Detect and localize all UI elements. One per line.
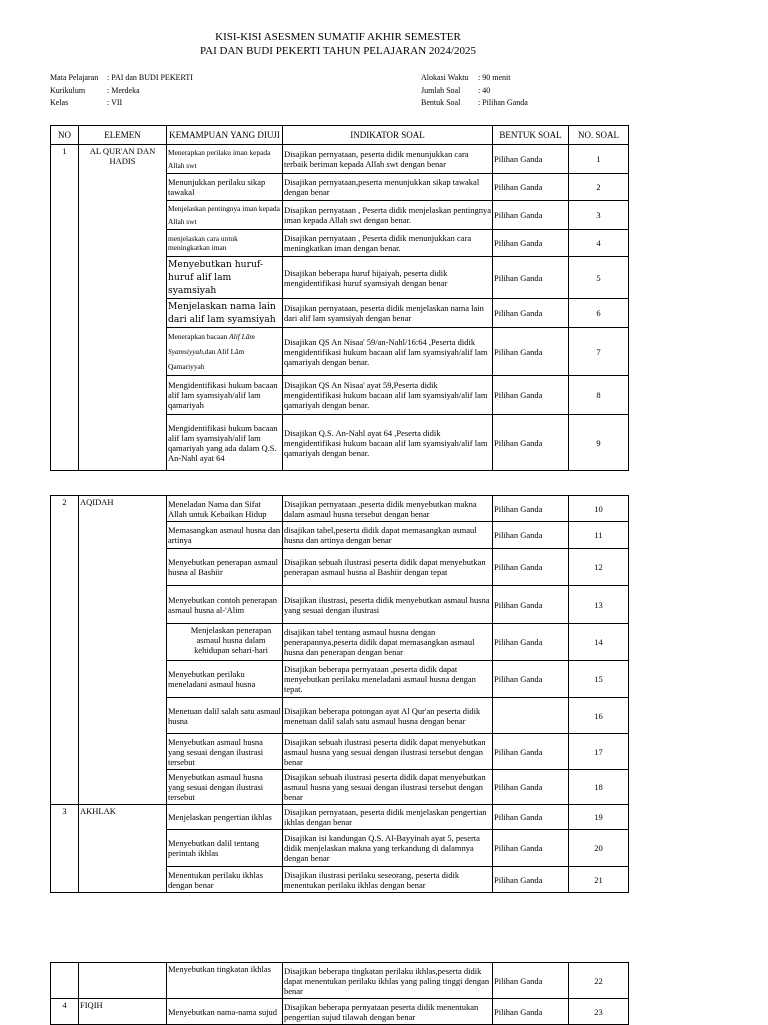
section-elemen: FIQIH [79, 999, 167, 1025]
bentuk-cell: Pilihan Ganda [493, 999, 569, 1025]
no-soal-cell: 22 [569, 963, 629, 999]
indikator-cell: Disajikan pernyataan,peserta menunjukkan sikap tawakal dengan benar [283, 174, 493, 201]
kemampuan-cell: Menyebutkan dalil tentang perintah ikhlas [167, 830, 283, 867]
kemampuan-cell: Menunjukkan perilaku sikap tawakal [167, 174, 283, 201]
document-subtitle: PAI DAN BUDI PEKERTI TAHUN PELAJARAN 2024/2025 [200, 45, 476, 57]
indikator-cell: disajikan tabel,peserta didik dapat memasangkan asmaul husna dan artinya dengan benar [283, 522, 493, 549]
no-soal-cell: 7 [569, 328, 629, 376]
bentuk-cell: Pilihan Ganda [493, 376, 569, 415]
bentuk-cell: Pilihan Ganda [493, 770, 569, 805]
kemampuan-cell: Menyebutkan penerapan asmaul husna al Bashiir [167, 549, 283, 586]
indikator-cell: Disajikan pernyataan ,peserta didik menyebutkan makna dalam asmaul husna tersebut dengan benar [283, 496, 493, 522]
bentuk-cell: Pilihan Ganda [493, 496, 569, 522]
section-elemen-empty [79, 963, 167, 999]
indikator-cell: Disajikan beberapa tingkatan perilaku ikhlas,peserta didik dapat menentukan perilaku ikhlas yang paling tinggi dengan benar [283, 963, 493, 999]
kemampuan-cell: Menyebutkan tingkatan ikhlas [167, 963, 283, 999]
no-soal-cell: 5 [569, 257, 629, 299]
no-soal-cell: 10 [569, 496, 629, 522]
indikator-cell: Disajikan sebuah ilustrasi peserta didik dapat menyebutkan asmaul husna yang sesuai dengan ilustrasi tersebut dengan benar [283, 734, 493, 770]
table-row [51, 963, 629, 999]
section-no: 3 [51, 805, 79, 893]
no-soal-cell: 18 [569, 770, 629, 805]
kemampuan-cell: Menyebutkan nama-nama sujud [167, 999, 283, 1025]
indikator-cell: Disajikan beberapa potongan ayat Al Qur'an peserta didik menetuan dalil salah satu asmaul husna dengan benar [283, 698, 493, 734]
meta-row-jumlah-soal: Jumlah Soal : 40 [421, 85, 491, 95]
indikator-cell: Disajikan sebuah ilustrasi peserta didik dapat menyebutkan penerapan asmaul husna al Bashiir dengan tepat [283, 549, 493, 586]
no-soal-cell: 17 [569, 734, 629, 770]
bentuk-cell: Pilihan Ganda [493, 522, 569, 549]
indikator-cell: Disajikan beberapa pernyataan peserta didik menentukan pengertian sujud tilawah dengan benar [283, 999, 493, 1025]
section-elemen: AKHLAK [79, 805, 167, 893]
meta-row-kelas: Kelas : VII [50, 98, 123, 107]
meta-row-kurikulum: Kurikulum : Merdeka [50, 85, 140, 95]
indikator-cell: Disajikan QS An Nisaa' 59/an-Nahl/16:64 ,Peserta didik mengidentifikasi hukum bacaan alif lam syamsiyah/alif lam qamariyah dengan benar. [283, 328, 493, 376]
no-soal-cell: 23 [569, 999, 629, 1025]
kisi-table-3 [50, 962, 629, 1025]
col-header-bentuk: BENTUK SOAL [493, 126, 569, 145]
bentuk-cell: Pilihan Ganda [493, 805, 569, 830]
kemampuan-cell: Menyebutkan huruf-huruf alif lam syamsiyah [167, 257, 283, 299]
kemampuan-cell: Menyebutkan asmaul husna yang sesuai dengan ilustrasi tersebut [167, 734, 283, 770]
kisi-table-1 [50, 125, 629, 471]
no-soal-cell: 20 [569, 830, 629, 867]
section-no: 4 [51, 999, 79, 1025]
indikator-cell: Disajikan ilustrasi, peserta didik menyebutkan asmaul husna yang sesuai dengan ilustrasi [283, 586, 493, 624]
table-row [51, 496, 629, 522]
kemampuan-cell: Menjelaskan nama lain dari alif lam syamsiyah [167, 299, 283, 328]
meta-row-mata-pelajaran: Mata Pelajaran : PAI dan BUDI PEKERTI [50, 73, 193, 82]
table-row [51, 999, 629, 1025]
bentuk-cell: Pilihan Ganda [493, 174, 569, 201]
bentuk-cell: Pilihan Ganda [493, 299, 569, 328]
no-soal-cell: 12 [569, 549, 629, 586]
col-header-elemen: ELEMEN [79, 126, 167, 145]
meta-left [50, 72, 193, 110]
document-title: KISI-KISI ASESMEN SUMATIF AKHIR SEMESTER [215, 31, 461, 43]
no-soal-cell: 13 [569, 586, 629, 624]
bentuk-cell: Pilihan Ganda [493, 549, 569, 586]
no-soal-cell: 3 [569, 201, 629, 230]
meta-right [421, 72, 528, 110]
section-elemen: AQIDAH [79, 496, 167, 805]
bentuk-cell: Pilihan Ganda [493, 867, 569, 893]
indikator-cell: Disajikan beberapa pernyataan ,peserta didik dapat menyebutkan perilaku meneladani asmaul husna dengan tepat. [283, 661, 493, 698]
section-no: 1 [51, 145, 79, 471]
section-no-empty [51, 963, 79, 999]
indikator-cell: Disajikan QS An Nisaa' ayat 59,Peserta didik mengidentifikasi hukum bacaan alif lam syamsiyah/alif lam qamariyah dengan benar. [283, 376, 493, 415]
col-header-indikator: INDIKATOR SOAL [283, 126, 493, 145]
kemampuan-cell: Menyebutkan contoh penerapan asmaul husna al-'Alim [167, 586, 283, 624]
indikator-cell: Disajikan isi kandungan Q.S. Al-Bayyinah ayat 5, peserta didik menjelaskan makna yang terkandung di dalamnya dengan benar [283, 830, 493, 867]
indikator-cell: Disajikan pernyataan , Peserta didik menunjukkan cara meningkatkan iman dengan benar. [283, 230, 493, 257]
bentuk-cell: Pilihan Ganda [493, 415, 569, 471]
indikator-cell: Disajikan pernyataan, peserta didik menjelaskan pengertian ikhlas dengan benar [283, 805, 493, 830]
col-header-no: NO [51, 126, 79, 145]
kemampuan-cell: Menerapkan bacaan Alif Lām Syamsiyyah,dan Alif Lām Qamariyyah [167, 328, 283, 376]
no-soal-cell: 6 [569, 299, 629, 328]
meta-row-bentuk-soal: Bentuk Soal : Pilihan Ganda [421, 98, 528, 107]
kemampuan-cell: Menyebutkan perilaku meneladani asmaul husna [167, 661, 283, 698]
no-soal-cell: 1 [569, 145, 629, 174]
bentuk-cell: Pilihan Ganda [493, 830, 569, 867]
table-row [51, 805, 629, 830]
kemampuan-cell: Menerapkan perilaku iman kepada Allah swt [167, 145, 283, 174]
kemampuan-cell: Memasangkan asmaul husna dan artinya [167, 522, 283, 549]
indikator-cell: disajikan tabel tentang asmaul husna dengan penerapannya,peserta didik dapat memasangkan asmaul husna dan penerapan dengan benar [283, 624, 493, 661]
bentuk-cell: Pilihan Ganda [493, 586, 569, 624]
bentuk-cell: Pilihan Ganda [493, 963, 569, 999]
kemampuan-cell: Mengidentifikasi hukum bacaan alif lam syamsiyah/alif lam qamariyah yang ada dalam Q.S. An-Nahl ayat 64 [167, 415, 283, 471]
indikator-cell: Disajikan pernyataan , Peserta didik menjelaskan pentingnya iman kepada Allah swt dengan benar. [283, 201, 493, 230]
kemampuan-cell: Menetuan dalil salah satu asmaul husna [167, 698, 283, 734]
kemampuan-cell: Meneladan Nama dan Sifat Allah untuk Kebaikan Hidup [167, 496, 283, 522]
bentuk-cell: Pilihan Ganda [493, 230, 569, 257]
col-header-kemampuan: KEMAMPUAN YANG DIUJI [167, 126, 283, 145]
table-header-row [51, 126, 629, 145]
bentuk-cell: Pilihan Ganda [493, 734, 569, 770]
indikator-cell: Disajikan ilustrasi perilaku seseorang, peserta didik menentukan perilaku ikhlas dengan benar [283, 867, 493, 893]
no-soal-cell: 9 [569, 415, 629, 471]
col-header-no-soal: NO. SOAL [569, 126, 629, 145]
section-no: 2 [51, 496, 79, 805]
no-soal-cell: 19 [569, 805, 629, 830]
kemampuan-cell: Menjelaskan pengertian ikhlas [167, 805, 283, 830]
kisi-table-2 [50, 495, 629, 893]
indikator-cell: Disajikan Q.S. An-Nahl ayat 64 ,Peserta didik mengidentifikasi hukum bacaan alif lam syamsiyah/alif lam qamariyah dengan benar. [283, 415, 493, 471]
kemampuan-cell: Mengidentifikasi hukum bacaan alif lam syamsiyah/alif lam qamariyah [167, 376, 283, 415]
bentuk-cell: Pilihan Ganda [493, 624, 569, 661]
meta-row-alokasi-waktu: Alokasi Waktu : 90 menit [421, 73, 511, 82]
indikator-cell: Disajikan pernyataan, peserta didik menjelaskan nama lain dari alif lam syamsiyah dengan benar [283, 299, 493, 328]
no-soal-cell: 16 [569, 698, 629, 734]
bentuk-cell: Pilihan Ganda [493, 145, 569, 174]
kemampuan-cell: Menjelaskan pentingnya iman kepada Allah swt [167, 201, 283, 230]
no-soal-cell: 8 [569, 376, 629, 415]
indikator-cell: Disajikan pernyataan, peserta didik menunjukkan cara terbaik beriman kepada Allah swt dengan benar [283, 145, 493, 174]
kemampuan-cell: Menentukan perilaku ikhlas dengan benar [167, 867, 283, 893]
bentuk-cell: Pilihan Ganda [493, 257, 569, 299]
no-soal-cell: 15 [569, 661, 629, 698]
no-soal-cell: 2 [569, 174, 629, 201]
kemampuan-cell: Menjelaskan penerapan asmaul husna dalam kehidupan sehari-hari [167, 624, 283, 661]
indikator-cell: Disajikan beberapa huruf hijaiyah, peserta didik mengidentifikasi huruf syamsiyah dengan benar [283, 257, 493, 299]
no-soal-cell: 4 [569, 230, 629, 257]
kemampuan-cell: menjelaskan cara untuk meningkatkan iman [167, 230, 283, 257]
bentuk-cell: Pilihan Ganda [493, 201, 569, 230]
indikator-cell: Disajikan sebuah ilustrasi peserta didik dapat menyebutkan asmaul husna yang sesuai dengan ilustrasi tersebut dengan benar [283, 770, 493, 805]
bentuk-cell [493, 698, 569, 734]
no-soal-cell: 21 [569, 867, 629, 893]
no-soal-cell: 11 [569, 522, 629, 549]
table-row [51, 145, 629, 174]
no-soal-cell: 14 [569, 624, 629, 661]
bentuk-cell: Pilihan Ganda [493, 328, 569, 376]
section-elemen: AL QUR'AN DAN HADIS [79, 145, 167, 471]
kemampuan-cell: Menyebutkan asmaul husna yang sesuai dengan ilustrasi tersebut [167, 770, 283, 805]
bentuk-cell: Pilihan Ganda [493, 661, 569, 698]
